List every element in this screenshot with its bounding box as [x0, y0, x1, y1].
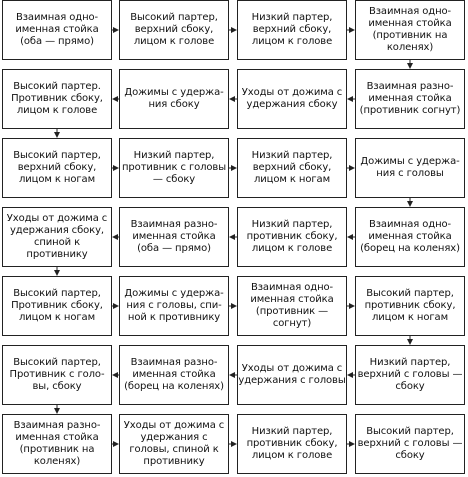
- step-box: [2, 414, 112, 474]
- step-box: [355, 414, 465, 474]
- step-box: [2, 207, 112, 267]
- step-label: Высокий партер, Противник с голо- вы, сбоку: [9, 357, 105, 392]
- step-label: Дожимы с удержа- ния с головы, спи- ной к противнику: [124, 288, 224, 323]
- step-box: [237, 69, 347, 129]
- step-label: Высокий партер, верхний сбоку, лицом к ногам: [13, 150, 101, 185]
- step-box: [119, 138, 229, 198]
- step-box: [237, 414, 347, 474]
- step-label: Взаимная разно- именная стойка (противник на коленях): [13, 420, 101, 467]
- step-box: [2, 0, 112, 60]
- step-label: Уходы от дожима с удержания с головы, спиной к противнику: [123, 420, 225, 467]
- step-label: Высокий партер, верхний с головы — сбоку: [357, 426, 463, 461]
- step-box: [2, 138, 112, 198]
- step-label: Низкий партер, верхний сбоку, лицом к голове: [251, 12, 333, 47]
- step-box: [119, 0, 229, 60]
- step-box: [355, 276, 465, 336]
- step-label: Уходы от дожима с удержания сбоку: [241, 87, 343, 110]
- step-label: Уходы от дожима с удержания с головы: [238, 363, 346, 386]
- step-box: [237, 207, 347, 267]
- step-box: [355, 0, 465, 60]
- step-box: [237, 276, 347, 336]
- step-box: [355, 69, 465, 129]
- step-label: Низкий партер, противник сбоку, лицом к голове: [246, 219, 338, 254]
- step-label: Высокий партер. Противник сбоку, лицом к голове: [11, 81, 103, 116]
- step-box: [355, 345, 465, 405]
- step-box: [119, 276, 229, 336]
- step-label: Взаимная одно- именная стойка (противник на коленях): [368, 6, 452, 53]
- step-label: Дожимы с удержа- ния с головы: [360, 156, 460, 179]
- step-box: [119, 414, 229, 474]
- step-label: Взаимная разно- именная стойка (оба — прямо): [130, 219, 218, 254]
- step-box: [237, 138, 347, 198]
- step-box: [237, 345, 347, 405]
- step-label: Взаимная одно- именная стойка (оба — прямо): [15, 12, 99, 47]
- step-box: [119, 345, 229, 405]
- step-box: [119, 69, 229, 129]
- step-label: Низкий партер, верхний сбоку, лицом к ногам: [251, 150, 333, 185]
- step-label: Высокий партер, Противник сбоку, лицом к ногам: [11, 288, 103, 323]
- step-label: Низкий партер, верхний с головы — сбоку: [357, 357, 463, 392]
- step-box: [355, 138, 465, 198]
- step-label: Взаимная разно- именная стойка (противник согнут): [359, 81, 461, 116]
- step-box: [2, 69, 112, 129]
- step-label: Взаимная одно- именная стойка (борец на коленях): [360, 219, 460, 254]
- step-box: [237, 0, 347, 60]
- step-label: Взаимная разно- именная стойка (борец на коленях): [124, 357, 224, 392]
- step-label: Низкий партер, противник сбоку, лицом к голове: [246, 426, 338, 461]
- step-box: [355, 207, 465, 267]
- step-label: Низкий партер, противник с головы — сбоку: [121, 150, 227, 185]
- step-box: [119, 207, 229, 267]
- step-label: Уходы от дожима с удержания сбоку, спиной к противнику: [6, 213, 108, 260]
- step-label: Высокий партер, противник сбоку, лицом к ногам: [364, 288, 456, 323]
- step-label: Взаимная одно- именная стойка (противник — согнут): [250, 282, 334, 329]
- step-label: Высокий партер, верхний сбоку, лицом к голове: [130, 12, 218, 47]
- step-label: Дожимы с удержа- ния сбоку: [124, 87, 224, 110]
- step-box: [2, 276, 112, 336]
- step-box: [2, 345, 112, 405]
